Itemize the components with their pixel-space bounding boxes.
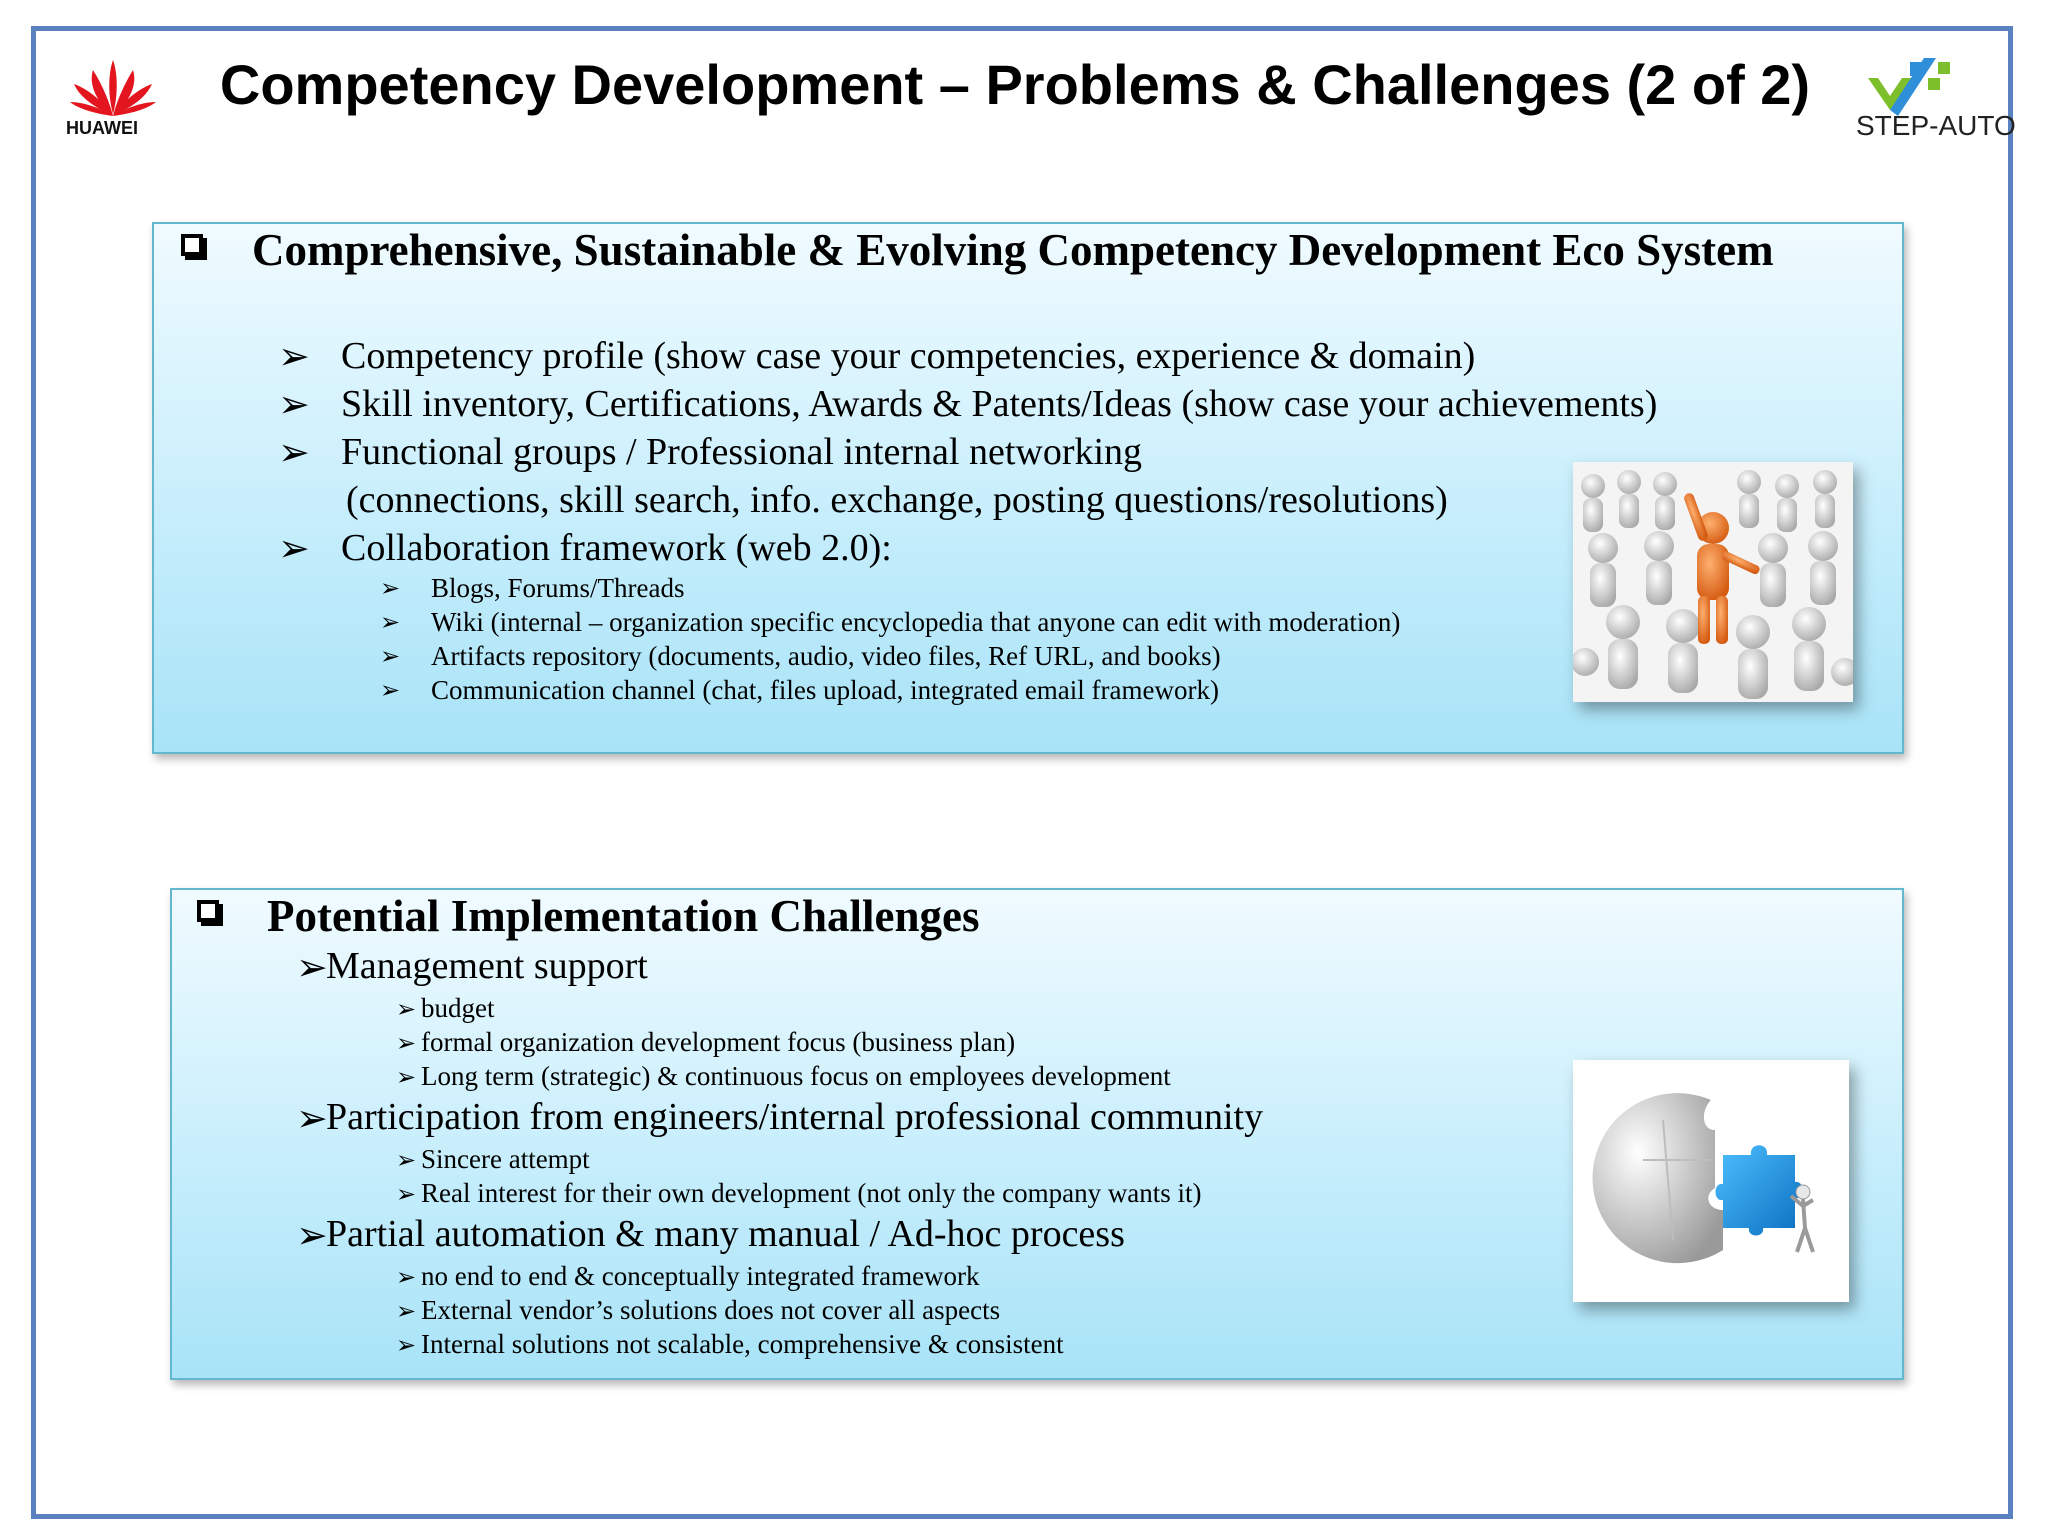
challenge-item-internal-solutions: Internal solutions not scalable, comprehensive & consistent	[421, 1329, 1064, 1359]
challenge-item-formal-focus: formal organization development focus (business plan)	[421, 1027, 1016, 1057]
arrow-bullet-icon: ➢	[278, 384, 310, 426]
eco-item-functional-groups-detail: (connections, skill search, info. exchange, posting questions/resolutions)	[346, 479, 1448, 521]
collab-subitem-communication: Communication channel (chat, files upload, integrated email framework)	[431, 675, 1219, 705]
arrow-bullet-small-icon: ➢	[396, 1065, 417, 1091]
eco-item-functional-groups: Functional groups / Professional internal networking	[341, 431, 1143, 473]
arrow-bullet-small-icon: ➢	[396, 1333, 417, 1359]
arrow-bullet-small-icon: ➢	[396, 997, 417, 1023]
challenge-group-automation: Partial automation & many manual / Ad-hoc process	[326, 1213, 1125, 1255]
arrow-bullet-icon: ➢	[278, 432, 310, 474]
arrow-bullet-small-icon: ➢	[396, 1148, 417, 1174]
crowd-leader-image	[1573, 462, 1853, 702]
challenge-group-participation: Participation from engineers/internal professional community	[326, 1096, 1264, 1138]
arrow-bullet-icon: ➢	[296, 1098, 328, 1140]
collab-subitem-artifacts: Artifacts repository (documents, audio, video files, Ref URL, and books)	[431, 641, 1221, 671]
checkbox-bullet-icon	[181, 234, 203, 256]
challenge-item-budget: budget	[421, 993, 495, 1023]
challenge-item-long-term: Long term (strategic) & continuous focus on employees development	[421, 1061, 1171, 1091]
eco-item-competency-profile: Competency profile (show case your competencies, experience & domain)	[341, 335, 1476, 377]
checkbox-bullet-icon	[197, 900, 219, 922]
collab-subitem-wiki: Wiki (internal – organization specific encyclopedia that anyone can edit with moderation)	[431, 607, 1401, 637]
page-title: Competency Development – Problems & Challenges (2 of 2)	[219, 53, 1811, 116]
puzzle-image	[1573, 1060, 1849, 1302]
arrow-bullet-small-icon: ➢	[396, 1265, 417, 1291]
challenge-item-no-end-to-end: no end to end & conceptually integrated framework	[421, 1261, 980, 1291]
huawei-logo-text: HUAWEI	[66, 118, 138, 138]
arrow-bullet-small-icon: ➢	[396, 1299, 417, 1325]
arrow-bullet-small-icon: ➢	[380, 576, 401, 602]
arrow-bullet-small-icon: ➢	[380, 610, 401, 636]
step-auto-logo-text: STEP-AUTO	[1856, 110, 2016, 141]
crowd-figures-icon	[1573, 462, 1853, 702]
collab-subitem-blogs: Blogs, Forums/Threads	[431, 573, 685, 603]
eco-system-heading: Comprehensive, Sustainable & Evolving Competency Development Eco System	[252, 225, 1774, 275]
arrow-bullet-icon: ➢	[296, 947, 328, 989]
challenges-heading: Potential Implementation Challenges	[267, 891, 980, 941]
challenge-item-external-vendor: External vendor’s solutions does not cover all aspects	[421, 1295, 1001, 1325]
eco-item-collaboration: Collaboration framework (web 2.0):	[341, 527, 892, 569]
challenge-group-management: Management support	[326, 945, 648, 987]
puzzle-sphere-icon	[1573, 1060, 1849, 1302]
eco-item-skill-inventory: Skill inventory, Certifications, Awards & Patents/Ideas (show case your achievements)	[341, 383, 1658, 425]
arrow-bullet-small-icon: ➢	[380, 644, 401, 670]
arrow-bullet-small-icon: ➢	[396, 1031, 417, 1057]
challenge-item-sincere: Sincere attempt	[421, 1144, 590, 1174]
arrow-bullet-small-icon: ➢	[380, 678, 401, 704]
challenge-item-real-interest: Real interest for their own development (not only the company wants it)	[421, 1178, 1202, 1208]
arrow-bullet-icon: ➢	[296, 1215, 328, 1257]
arrow-bullet-icon: ➢	[278, 528, 310, 570]
arrow-bullet-icon: ➢	[278, 336, 310, 378]
arrow-bullet-small-icon: ➢	[396, 1182, 417, 1208]
